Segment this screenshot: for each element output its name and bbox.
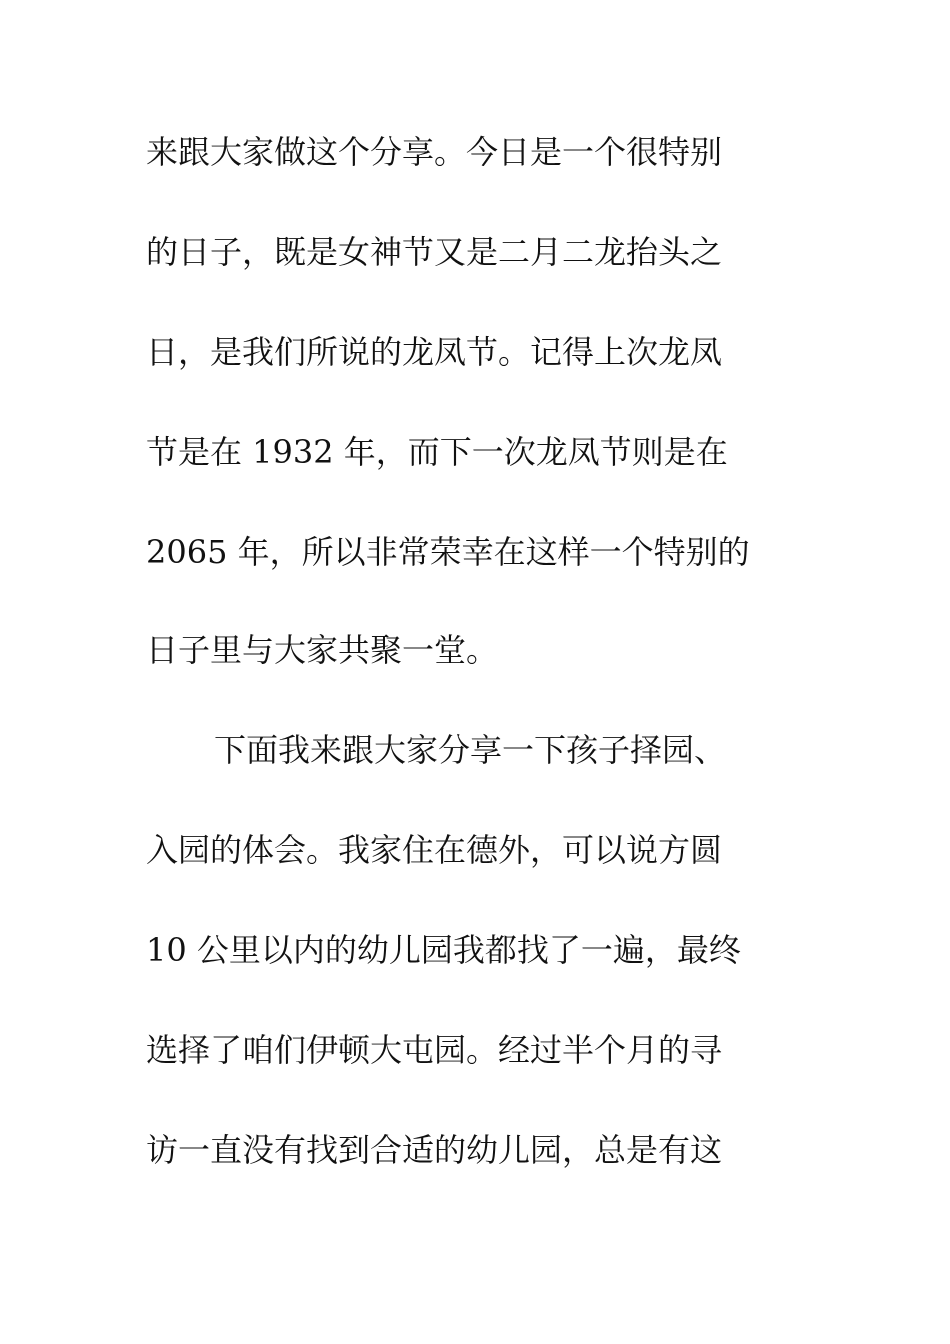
text-line: 访一直没有找到合适的幼儿园，总是有这 <box>146 1131 723 1169</box>
text-line: 节是在 1932 年，而下一次龙凤节则是在 <box>146 433 728 471</box>
text-line: 日，是我们所说的龙凤节。记得上次龙凤 <box>146 333 723 371</box>
text-line-paragraph-start: 下面我来跟大家分享一下孩子择园、 <box>214 731 727 769</box>
text-line: 2065 年，所以非常荣幸在这样一个特别的 <box>146 533 750 571</box>
text-line: 10 公里以内的幼儿园我都找了一遍，最终 <box>146 931 741 969</box>
text-line: 来跟大家做这个分享。今日是一个很特别 <box>146 133 723 171</box>
text-line: 选择了咱们伊顿大屯园。经过半个月的寻 <box>146 1031 723 1069</box>
text-line: 的日子，既是女神节又是二月二龙抬头之 <box>146 233 723 271</box>
text-line: 日子里与大家共聚一堂。 <box>146 631 499 669</box>
text-line: 入园的体会。我家住在德外，可以说方圆 <box>146 831 723 869</box>
